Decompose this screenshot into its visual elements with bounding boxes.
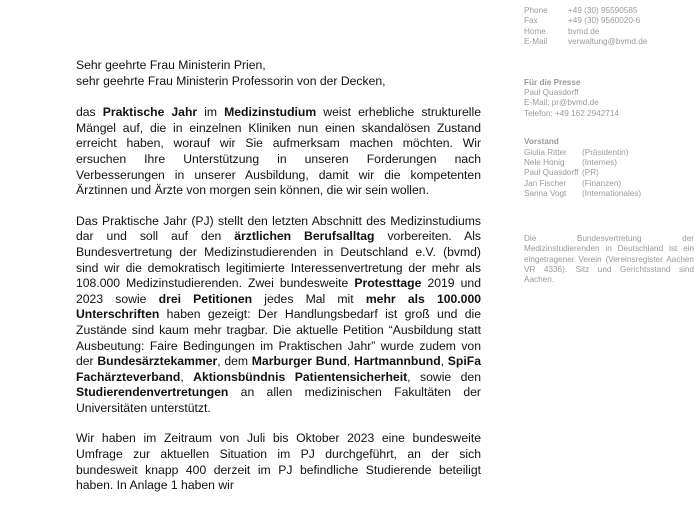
contact-phone-value: +49 (30) 95590585 <box>568 6 638 15</box>
press-phone: Telefon: +49 162 2942714 <box>524 108 619 118</box>
board-member <box>524 148 694 158</box>
board-member <box>524 158 694 168</box>
bold-phrase: Praktische Jahr <box>102 105 198 120</box>
board-member-role: (Präsidentin) <box>582 147 629 157</box>
legal-disclaimer: Die Bundesvertretung der Medizinstudierenden in Deutschland ist ein eingetragener Verein (Vereinsregister Aachen VR 4336). Sitz und Gerichtsstand sind Aachen. <box>524 233 694 285</box>
text-run: haben gezeigt: Der Handlungsbedarf ist groß und die Zustände sind kaum mehr tragbar. Die aktuelle Petition “Ausbildung statt Ausbeutung: Faire Bedingungen im Praktischen Jahr” wurde zudem von der <box>76 307 481 369</box>
press-name: Paul Quasdorff <box>524 88 579 98</box>
contact-home <box>524 27 694 37</box>
text-run: im <box>197 105 225 120</box>
bold-phrase: Aktionsbündnis Patientensicherheit <box>193 369 408 384</box>
paragraph-1 <box>76 105 481 199</box>
bold-phrase: Hartmannbund <box>354 354 441 369</box>
bold-phrase: Marburger Bund <box>251 354 347 369</box>
board-member-role: (Internationales) <box>582 189 642 199</box>
board-list <box>524 148 694 200</box>
board-member <box>524 189 694 199</box>
bold-phrase: ärztlichen Berufsalltag <box>234 229 375 244</box>
text-run: , dem <box>217 354 252 369</box>
contact-home-label: Home <box>524 26 546 36</box>
bold-phrase: drei Petitionen <box>158 291 253 306</box>
press-title: Für die Presse <box>524 77 581 87</box>
text-run: 2019 und 2023 sowie <box>76 276 481 306</box>
salutation-line-2: sehr geehrte Frau Ministerin Professorin von der Decken, <box>76 73 386 88</box>
press-email: E-Mail: pr@bvmd.de <box>524 98 599 108</box>
bold-phrase: Studierendenvertretungen <box>76 385 229 400</box>
board-title: Vorstand <box>524 137 559 147</box>
contact-home-value: bvmd.de <box>568 26 600 36</box>
text-run: jedes Mal mit <box>252 291 366 306</box>
board-member <box>524 168 694 178</box>
board-member <box>524 179 694 189</box>
board-member-name: Sarina Vogt <box>524 189 567 199</box>
contact-fax-value: +49 (30) 9560020-6 <box>568 16 641 26</box>
board-member-name: Jan Fischer <box>524 178 567 188</box>
paragraph-2 <box>76 214 481 417</box>
contact-email-value: verwaltung@bvmd.de <box>568 37 648 47</box>
text-run: Wir haben im Zeitraum von Juli bis Oktober 2023 eine bundesweite Umfrage zur aktuellen Situation im PJ durchgeführt, an der sich bundesweit knapp 400 derzeit im PJ befindliche Studierende beteiligt haben. In Anlage 1 haben wir <box>76 431 481 493</box>
text-run: vorbereiten. Als Bundesvertretung der Medizinstudierenden in Deutschland e.V. (bvmd) sind wir die demokratisch legitimierte Interessenvertretung der mehr als 108.000 Medizinstudierenden. Zwei bundesweite <box>76 229 481 291</box>
board-member-role: (Internes) <box>582 158 618 168</box>
text-run: Das Praktische Jahr (PJ) stellt den letzten Abschnitt des Medizinstudiums dar und soll auf den <box>76 213 481 244</box>
text-run: weist erhebliche strukturelle Mängel auf, die in einzelnen Kliniken nun einen skandalösen Zustand erreicht haben, worauf wir Sie aufmerksam machen möchten. Wir ersuchen Ihre Unterstützung in unseren Forderungen nach Verbesserungen in unserer Ausbildung, damit wir die kompetenten Ärztinnen und Ärzte von morgen sein können, die wir sein wollen. <box>76 105 481 198</box>
board-member-name: Giulia Ritter <box>524 147 567 157</box>
salutation <box>76 58 481 89</box>
text-run: , <box>440 354 448 369</box>
board-member-name: Nele Honig <box>524 158 565 168</box>
board-member-role: (PR) <box>582 168 599 178</box>
bold-phrase: Protesttage <box>354 276 422 291</box>
sidebar-info <box>524 6 694 286</box>
contact-email <box>524 37 694 47</box>
text-run: , <box>180 369 194 384</box>
salutation-line-1: Sehr geehrte Frau Ministerin Prien, <box>76 58 266 72</box>
bold-phrase: Bundesärztekammer <box>97 354 218 369</box>
contact-email-label: E-Mail <box>524 37 548 47</box>
contact-fax-label: Fax <box>524 16 538 26</box>
bold-phrase: SpiFa Fachärzteverband <box>76 354 481 384</box>
contact-block <box>524 6 694 48</box>
bold-phrase: mehr als 100.000 Unterschriften <box>76 291 482 322</box>
text-run: , <box>346 354 355 369</box>
contact-phone <box>524 6 694 16</box>
board-member-role: (Finanzen) <box>582 178 622 188</box>
text-run: das <box>76 105 103 120</box>
letter-body <box>76 58 481 509</box>
bold-phrase: Medizinstudium <box>224 105 317 120</box>
contact-phone-label: Phone <box>524 6 548 15</box>
contact-fax <box>524 16 694 26</box>
board-member-name: Paul Quasdorff <box>524 168 579 178</box>
text-run: an allen medizinischen Fakultäten der Universitäten unterstützt. <box>76 385 481 415</box>
text-run: , sowie den <box>407 369 481 384</box>
